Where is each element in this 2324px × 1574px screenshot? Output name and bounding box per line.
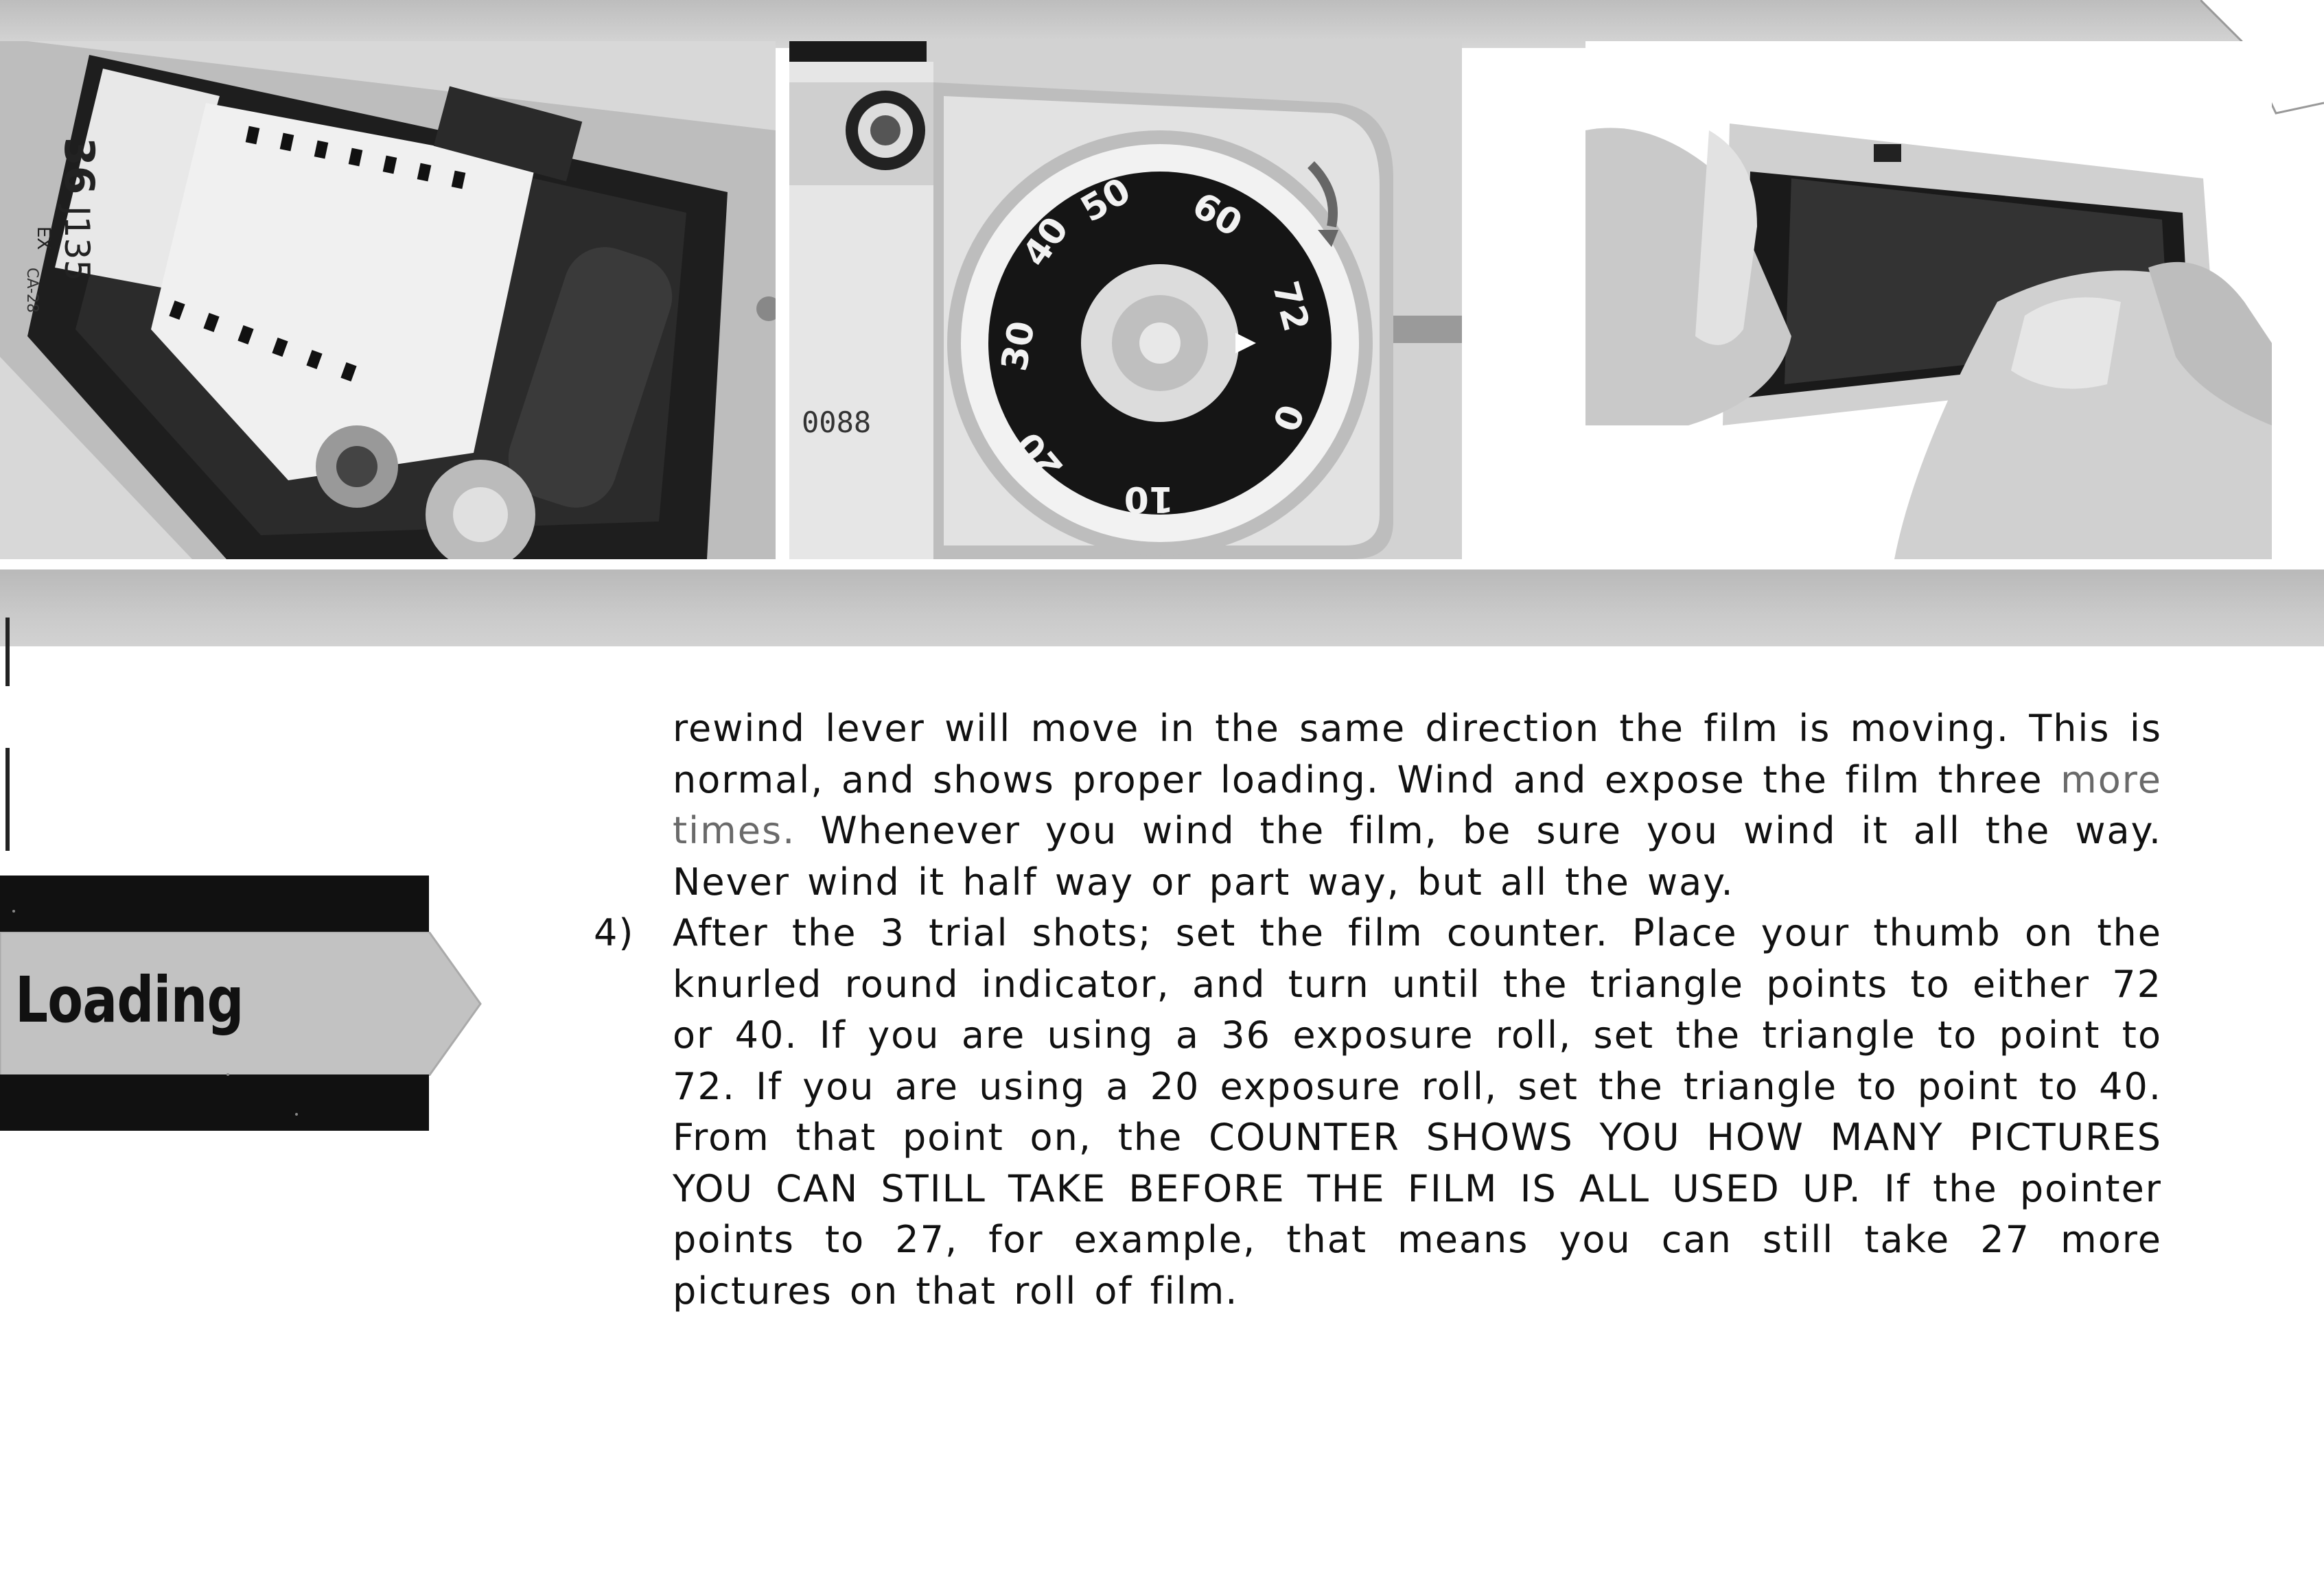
step-4: 4) After the 3 trial shots; set the film counter. Place your thumb on the knurled round indicator, and turn until the triangle points to either 72 or 40. If you are using a 36 exposure roll, set the triangle to point to 72. If you are using a 20 exposure roll, set the triangle to point to 40. From that point on, the COUNTER SHOWS YOU HOW MANY PICTURES YOU CAN STILL TAKE BEFORE THE FILM IS ALL USED UP. If the pointer points to 27, for example, that means you can still take 27 more pictures on that roll of film. (673, 908, 2162, 1317)
tab-black-bar-bottom (0, 1074, 429, 1131)
section-tab-label: Loading (15, 963, 244, 1037)
svg-text:EX: EX (33, 226, 54, 250)
svg-text:0088: 0088 (802, 406, 872, 439)
svg-text:20: 20 (1008, 423, 1072, 489)
film-cartridge-photo (0, 41, 776, 559)
svg-text:10: 10 (1124, 478, 1174, 519)
step-number: 4) (594, 911, 635, 954)
print-speck (226, 1073, 229, 1076)
svg-text:CA-28: CA-28 (23, 268, 40, 313)
hands-winding-camera-photo (1585, 41, 2272, 559)
paragraph-continued: rewind lever will move in the same direction the film is moving. This is normal, and shows proper loading. Wind and expose the film three more times. Whenever you wind the film, be sure you wind it all the way. Never wind it half way or part way, but all the way. (673, 707, 2162, 904)
middle-gray-band (0, 569, 2324, 646)
print-speck (12, 910, 15, 913)
print-speck (295, 1113, 298, 1116)
svg-text:0: 0 (1264, 399, 1312, 436)
svg-text:36: 36 (55, 137, 103, 195)
spine-mark (5, 748, 10, 851)
caps-emphasis: COUNTER SHOWS YOU HOW MANY PICTURES YOU CAN STILL TAKE BEFORE THE FILM IS ALL USED UP. (673, 1116, 2162, 1210)
film-counter-dial-photo (789, 41, 1462, 559)
faint-print: more times. (673, 757, 2162, 852)
spine-mark (5, 618, 10, 686)
svg-text:30: 30 (994, 318, 1043, 375)
svg-text:72: 72 (1264, 277, 1317, 336)
svg-text:J135: J135 (57, 206, 97, 282)
svg-text:60: 60 (1185, 185, 1249, 246)
svg-text:40: 40 (1014, 209, 1078, 274)
svg-text:50: 50 (1073, 169, 1138, 231)
instruction-text (594, 703, 2162, 1317)
tab-black-bar-top (0, 876, 429, 932)
